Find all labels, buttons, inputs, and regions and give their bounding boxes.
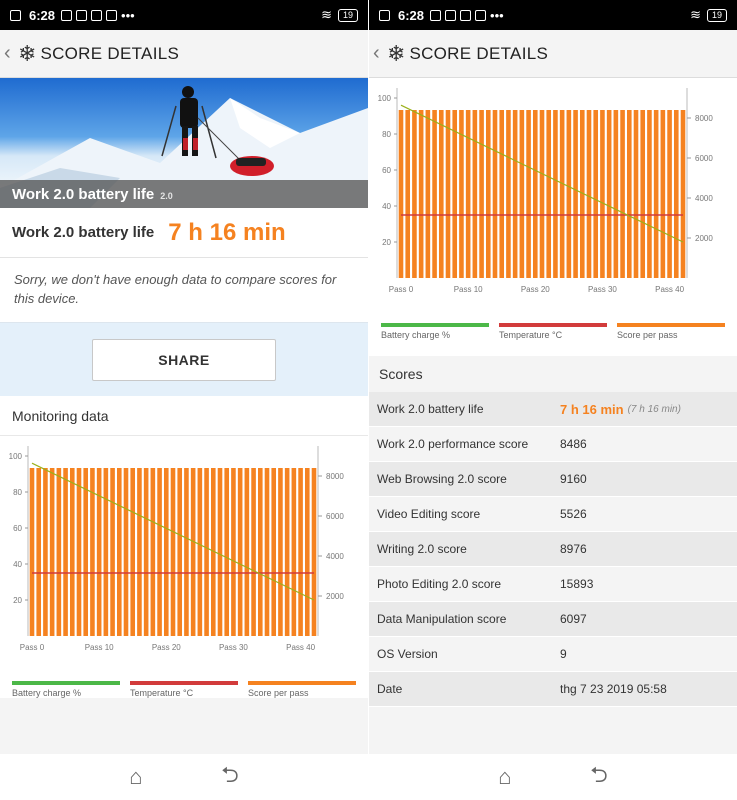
wifi-icon: ≋ bbox=[321, 7, 332, 22]
score-bar bbox=[667, 110, 672, 278]
score-value: 9160 bbox=[560, 472, 587, 486]
mail-icon bbox=[61, 10, 72, 21]
score-value: 7 h 16 min bbox=[560, 401, 624, 417]
score-label: OS Version bbox=[377, 647, 438, 661]
score-bar bbox=[479, 110, 484, 278]
score-row bbox=[369, 602, 737, 637]
score-bar bbox=[674, 110, 679, 278]
score-bar bbox=[63, 468, 68, 636]
score-bar bbox=[251, 468, 256, 636]
score-bar bbox=[681, 110, 686, 278]
score-bar bbox=[405, 110, 410, 278]
score-bar bbox=[499, 110, 504, 278]
score-row bbox=[369, 427, 737, 462]
score-row bbox=[369, 392, 737, 427]
score-bar bbox=[520, 110, 525, 278]
system-nav-bar bbox=[0, 754, 368, 800]
x-tick-label: Pass 30 bbox=[218, 643, 248, 652]
score-bar bbox=[184, 468, 189, 636]
score-row bbox=[369, 462, 737, 497]
right-screen bbox=[369, 0, 737, 800]
y-right-tick-label: 4000 bbox=[695, 194, 713, 203]
app-icon bbox=[445, 10, 456, 21]
score-bar bbox=[600, 110, 605, 278]
score-bar bbox=[245, 468, 250, 636]
score-bar bbox=[285, 468, 290, 636]
score-bar bbox=[57, 468, 62, 636]
score-bar bbox=[439, 110, 444, 278]
y-left-tick-label: 20 bbox=[13, 596, 22, 605]
legend-temperature bbox=[499, 323, 607, 340]
score-bar bbox=[157, 468, 162, 636]
score-bar bbox=[473, 110, 478, 278]
score-bar bbox=[634, 110, 639, 278]
scores-title: Scores bbox=[369, 356, 737, 392]
share-area bbox=[0, 322, 368, 396]
score-bar bbox=[399, 110, 404, 278]
score-value: thg 7 23 2019 05:58 bbox=[560, 682, 667, 696]
score-bar bbox=[587, 110, 592, 278]
chart-legend bbox=[0, 681, 368, 698]
score-value: 5526 bbox=[560, 507, 587, 521]
hero-ribbon bbox=[0, 180, 368, 208]
y-left-tick-label: 100 bbox=[377, 94, 391, 103]
message-icon bbox=[460, 10, 471, 21]
score-bar bbox=[614, 110, 619, 278]
mail-icon bbox=[430, 10, 441, 21]
y-left-tick-label: 80 bbox=[13, 488, 22, 497]
score-bar bbox=[151, 468, 156, 636]
legend-swatch bbox=[381, 323, 489, 327]
score-bar bbox=[77, 468, 82, 636]
score-bar bbox=[70, 468, 75, 636]
share-button[interactable]: SHARE bbox=[92, 339, 276, 381]
hero-image bbox=[0, 78, 368, 208]
score-label: Data Manipulation score bbox=[377, 612, 507, 626]
score-bar bbox=[231, 468, 236, 636]
score-bar bbox=[278, 468, 283, 636]
score-label: Photo Editing 2.0 score bbox=[377, 577, 502, 591]
score-row bbox=[369, 672, 737, 707]
status-time: 6:28 bbox=[29, 7, 56, 23]
score-bar bbox=[271, 468, 276, 636]
monitoring-chart-right bbox=[369, 78, 737, 356]
score-bar bbox=[607, 110, 612, 278]
snowflake-icon: ❄ bbox=[18, 40, 37, 66]
score-bar bbox=[419, 110, 424, 278]
score-bar bbox=[292, 468, 297, 636]
monitoring-chart-left bbox=[0, 436, 368, 698]
score-value: 15893 bbox=[560, 577, 594, 591]
legend-swatch bbox=[248, 681, 356, 685]
y-left-tick-label: 40 bbox=[13, 560, 22, 569]
scores-table bbox=[369, 392, 737, 707]
battery-icon: 19 bbox=[338, 9, 358, 22]
home-icon[interactable]: ⌂ bbox=[498, 764, 512, 789]
legend-label: Battery charge % bbox=[381, 330, 451, 340]
legend-battery bbox=[12, 681, 120, 698]
x-tick-label: Pass 20 bbox=[151, 643, 181, 652]
x-tick-label: Pass 40 bbox=[655, 285, 685, 294]
score-bar bbox=[661, 110, 666, 278]
system-nav-bar bbox=[369, 754, 737, 800]
wifi-icon: ≋ bbox=[690, 7, 701, 22]
score-bar bbox=[258, 468, 263, 636]
score-bar bbox=[83, 468, 88, 636]
chart-legend bbox=[369, 323, 737, 340]
score-bar bbox=[567, 110, 572, 278]
score-value: 8486 bbox=[560, 437, 587, 451]
x-tick-label: Pass 10 bbox=[84, 643, 114, 652]
y-right-tick-label: 4000 bbox=[326, 552, 344, 561]
score-label: Video Editing score bbox=[377, 507, 481, 521]
score-bar bbox=[104, 468, 109, 636]
score-bar bbox=[171, 468, 176, 636]
score-bar bbox=[265, 468, 270, 636]
x-tick-label: Pass 0 bbox=[19, 643, 45, 652]
back-nav-icon[interactable]: ⮌ bbox=[221, 762, 239, 787]
legend-score bbox=[248, 681, 356, 698]
score-bar bbox=[506, 110, 511, 278]
more-icon: ••• bbox=[490, 7, 504, 23]
hero-tag: 2.0 bbox=[160, 191, 173, 201]
score-bar bbox=[110, 468, 115, 636]
y-right-tick-label: 2000 bbox=[695, 234, 713, 243]
score-bar bbox=[130, 468, 135, 636]
y-left-tick-label: 60 bbox=[13, 524, 22, 533]
y-right-tick-label: 8000 bbox=[695, 114, 713, 123]
y-right-tick-label: 6000 bbox=[695, 154, 713, 163]
score-bar bbox=[204, 468, 209, 636]
left-screen bbox=[0, 0, 368, 800]
score-bar bbox=[137, 468, 142, 636]
score-bar bbox=[446, 110, 451, 278]
legend-swatch bbox=[12, 681, 120, 685]
score-bar bbox=[97, 468, 102, 636]
legend-battery bbox=[381, 323, 489, 340]
score-bar bbox=[117, 468, 122, 636]
legend-score bbox=[617, 323, 725, 340]
score-bar bbox=[546, 110, 551, 278]
legend-temperature bbox=[130, 681, 238, 698]
legend-label: Score per pass bbox=[617, 330, 678, 340]
x-tick-label: Pass 40 bbox=[286, 643, 316, 652]
score-bar bbox=[50, 468, 55, 636]
score-bar bbox=[432, 110, 437, 278]
score-bar bbox=[493, 110, 498, 278]
score-bar bbox=[540, 110, 545, 278]
back-arrow-icon[interactable]: ‹ bbox=[4, 42, 11, 64]
score-bar bbox=[43, 468, 48, 636]
message-icon bbox=[91, 10, 102, 21]
score-bar bbox=[305, 468, 310, 636]
score-bar bbox=[144, 468, 149, 636]
battery-icon: 19 bbox=[707, 9, 727, 22]
score-value: 9 bbox=[560, 647, 567, 661]
score-bar bbox=[238, 468, 243, 636]
legend-label: Temperature °C bbox=[130, 688, 194, 698]
score-bar bbox=[36, 468, 41, 636]
x-tick-label: Pass 30 bbox=[587, 285, 617, 294]
score-bar bbox=[466, 110, 471, 278]
back-arrow-icon[interactable]: ‹ bbox=[373, 42, 380, 64]
score-bar bbox=[177, 468, 182, 636]
score-value: 8976 bbox=[560, 542, 587, 556]
hero-title: Work 2.0 battery life bbox=[12, 186, 155, 203]
score-label: Date bbox=[377, 682, 403, 696]
more-icon: ••• bbox=[121, 7, 135, 23]
status-bar bbox=[369, 0, 737, 30]
y-left-tick-label: 40 bbox=[382, 202, 391, 211]
status-bar bbox=[0, 0, 368, 30]
score-bar bbox=[513, 110, 518, 278]
status-time: 6:28 bbox=[398, 7, 425, 23]
y-left-tick-label: 60 bbox=[382, 166, 391, 175]
score-bar bbox=[412, 110, 417, 278]
score-bar bbox=[486, 110, 491, 278]
legend-swatch bbox=[617, 323, 725, 327]
score-bar bbox=[30, 468, 35, 636]
result-value: 7 h 16 min bbox=[168, 218, 286, 246]
y-right-tick-label: 2000 bbox=[326, 592, 344, 601]
legend-label: Temperature °C bbox=[499, 330, 563, 340]
legend-swatch bbox=[130, 681, 238, 685]
legend-swatch bbox=[499, 323, 607, 327]
y-right-tick-label: 8000 bbox=[326, 472, 344, 481]
y-left-tick-label: 80 bbox=[382, 130, 391, 139]
app-header bbox=[0, 30, 368, 78]
y-left-tick-label: 100 bbox=[8, 452, 22, 461]
page-title: SCORE DETAILS bbox=[409, 43, 549, 63]
score-bar bbox=[573, 110, 578, 278]
score-bar bbox=[124, 468, 129, 636]
score-label: Writing 2.0 score bbox=[377, 542, 467, 556]
score-bar bbox=[218, 468, 223, 636]
no-data-message: Sorry, we don't have enough data to compare scores for this device. bbox=[0, 258, 368, 322]
score-bar bbox=[640, 110, 645, 278]
score-bar bbox=[553, 110, 558, 278]
chart-svg bbox=[0, 436, 368, 676]
x-tick-label: Pass 10 bbox=[453, 285, 483, 294]
y-left-tick-label: 20 bbox=[382, 238, 391, 247]
result-row bbox=[0, 208, 368, 258]
score-bar bbox=[526, 110, 531, 278]
legend-label: Battery charge % bbox=[12, 688, 82, 698]
score-label: Web Browsing 2.0 score bbox=[377, 472, 507, 486]
score-bar bbox=[560, 110, 565, 278]
score-value: 6097 bbox=[560, 612, 587, 626]
score-label: Work 2.0 battery life bbox=[377, 402, 484, 416]
x-tick-label: Pass 0 bbox=[388, 285, 414, 294]
y-right-tick-label: 6000 bbox=[326, 512, 344, 521]
app-header bbox=[369, 30, 737, 78]
score-row bbox=[369, 532, 737, 567]
score-row bbox=[369, 567, 737, 602]
gift-icon bbox=[106, 10, 117, 21]
notification-icon bbox=[10, 10, 21, 21]
legend-label: Score per pass bbox=[248, 688, 309, 698]
score-bar bbox=[647, 110, 652, 278]
x-tick-label: Pass 20 bbox=[520, 285, 550, 294]
score-bar bbox=[533, 110, 538, 278]
score-bar bbox=[654, 110, 659, 278]
page-title: SCORE DETAILS bbox=[40, 43, 180, 63]
score-bar bbox=[298, 468, 303, 636]
score-bar bbox=[198, 468, 203, 636]
chart-svg bbox=[369, 78, 737, 318]
snowflake-icon: ❄ bbox=[387, 40, 406, 66]
score-bar bbox=[452, 110, 457, 278]
notification-icon bbox=[379, 10, 390, 21]
app-icon bbox=[76, 10, 87, 21]
monitoring-title: Monitoring data bbox=[0, 396, 368, 436]
home-icon[interactable]: ⌂ bbox=[129, 764, 143, 789]
score-row bbox=[369, 637, 737, 672]
score-bar bbox=[312, 468, 317, 636]
result-label: Work 2.0 battery life bbox=[12, 224, 155, 241]
score-bar bbox=[593, 110, 598, 278]
score-bar bbox=[627, 110, 632, 278]
score-bar bbox=[224, 468, 229, 636]
gift-icon bbox=[475, 10, 486, 21]
score-bar bbox=[620, 110, 625, 278]
back-nav-icon[interactable]: ⮌ bbox=[590, 762, 608, 787]
score-bar bbox=[191, 468, 196, 636]
score-bar bbox=[426, 110, 431, 278]
score-subvalue: (7 h 16 min) bbox=[627, 403, 681, 415]
score-row bbox=[369, 497, 737, 532]
score-label: Work 2.0 performance score bbox=[377, 437, 529, 451]
score-bar bbox=[164, 468, 169, 636]
